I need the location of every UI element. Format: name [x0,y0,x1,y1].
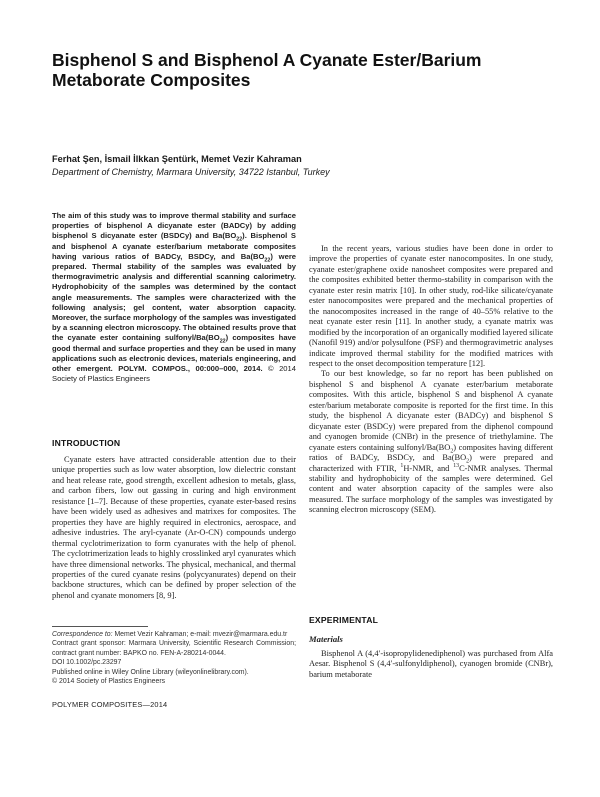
paper-title: Bisphenol S and Bisphenol A Cyanate Ester/Barium Metaborate Composites [52,50,482,90]
doi: DOI 10.1002/pc.23297 [52,659,122,667]
journal-footer: POLYMER COMPOSITES—2014 [52,700,168,709]
abstract-copyright: © 2014 Society of Plastics Engineers [52,364,296,384]
footnote: Correspondence to: Memet Vezir Kahraman; e-mail: mvezir@marmara.edu.tr Contract grant sponsor: Marmara University, Scientific Research Commission; contract grant number: BAPKO no. FEN-A-280214-0044. DOI 10.1002/pc.23297 Published online in Wiley Online Library (wileyonlinelibrary.com). © 2014 Society of Plastics Engineers [52,631,296,686]
correspondence: Memet Vezir Kahraman; e-mail: mvezir@marmara.edu.tr [112,631,288,638]
journal-reference: POLYM. COMPOS., 00:000–000, 2014. [118,364,263,374]
author-affiliation: Department of Chemistry, Marmara University, 34722 Istanbul, Turkey [52,167,330,177]
intro-paragraph-1: Cyanate esters have attracted considerable attention due to their unique properties such as low water absorption, low dielectric constant and heat release rate, good strength, excellent adhesion to metals, glass, and carbon fibers, low out gassing in curing and high environment resistance [1–7]. Because of these properties, cyanate ester-based resins have been widely used as adhesives and matrixes for composites. The properties they have are highly required in electronics, aerospace, and adhesive industries. The aryl-cyanate (Ar-O-CN) compounds undergo thermal cyclotrimerization to form cyanurates with the help of phenol. The cyclotrimerization leads to highly crosslinked aryl cyanurates which have three dimensional networks. The physical, mechanical, and thermal properties of the cured cyanate resins (polycyanurates) depend on their backbone structures, which can be defined by proper selection of the phenol and cyanate monomers [8, 9]. [52,455,296,600]
materials-text [309,649,553,680]
heading-introduction: INTRODUCTION [52,438,121,448]
heading-experimental: EXPERIMENTAL [309,615,379,625]
grant-info: Contract grant sponsor: Marmara University, Scientific Research Commission; contract grant number: BAPKO no. FEN-A-280214-0044. [52,640,296,657]
footnote-divider [52,626,148,627]
author-list: Ferhat Şen, İsmail İlkkan Şentürk, Memet Vezir Kahraman [52,154,302,164]
abstract: The aim of this study was to improve thermal stability and surface properties of bisphenol A dicyanate ester (BADCy) by adding bisphenol S dicyanate ester (BSDCy) and $Ba(BO_{22})$. Bisphenol S and bisphenol A cyanate ester/barium metaborate composites having various ratios of BADCy, BSDCy, and $Ba(BO_{22})$ were prepared. Thermal stability of the samples was evaluated by thermogravimetric analysis and differential scanning calorimetry. Hydrophobicity of the samples was determined by the contact angle measurements. The samples were characterized with the following analysis; gel content, water absorption capacity. Moreover, the surface morphology of the samples was investigated by a scanning electron microscopy. The obtained results prove that the cyanate ester containing sulfonyl/$Ba(BO_{22})$ composites have good thermal and surface properties and they can be used in many applications such as electronic devices, materials engineering, and other emergent. POLYM. COMPOS., 00:000–000, 2014. © 2014 Society of Plastics Engineers [52,211,296,384]
introduction-text-left [52,455,296,612]
intro-paragraph-3: To our best knowledge, so far no report has been published on bisphenol S and bisphenol A cyanate ester/barium metaborate composites. With this article, bisphenol S and bisphenol A cyanate ester/barium metaborate composite is reported for the first time. In this study, the bisphenol A dicyanate ester (BADCy) and bisphenol S dicyanate ester (BSDCy) were prepared from the diphenol compound and cyanogen bromide (CNBr) in the presence of triethylamine. The cyanate esters containing sulfonyl/$Ba(BO_2)$ composites having different ratios of BADCy, BSDCy, and $Ba(BO_2)$ were prepared and characterized with FTIR, $^1$H-NMR, and $^{13}$C-NMR analyses. Thermal stability and hydrophobicity of the samples were determined. Gel content and water absorption capacity of the samples were also measured. The surface morphology of the samples was investigated by scanning electron microscopy (SEM). [309,369,553,515]
intro-paragraph-2: In the recent years, various studies have been done in order to improve the properties of cyanate ester nanocomposites. In one study, cyanate ester/graphene oxide nanosheet composites were prepared and the composites exhibited better thermo-stability in comparison with the cyanate ester resin matrix [10]. In other study, rod-like silicate/cyanate ester nanocomposites were prepared and the mechanical properties of the nanocomposites increased in the range of 40–55% relative to the neat cyanate ester resin [11]. In another study, a cyanate matrix was modified by the incorporation of an organically modified layered silicate (Nanofil 919) and/or polysulfone (PSF) and thermogravimetric analyses indicate improved thermal stability for the modified matrices with respect to the onset decomposition temperature [12]. [309,244,553,368]
materials-paragraph: Bisphenol A (4,4′-isopropylidenediphenol) was purchased from Alfa Aesar. Bisphenol S (4,4′-sulfonyldiphenol), cyanogen bromide (CNBr), barium metaborate [309,649,553,679]
footnote-copyright: © 2014 Society of Plastics Engineers [52,678,166,686]
publication-note: Published online in Wiley Online Library (wileyonlinelibrary.com). [52,668,249,676]
introduction-text-continued [309,211,553,243]
heading-materials: Materials [309,634,343,644]
introduction-text-right [309,244,553,516]
